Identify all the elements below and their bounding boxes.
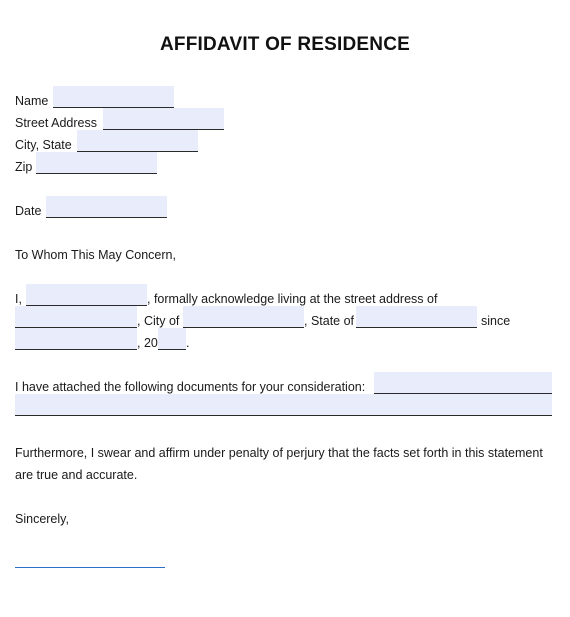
date-field[interactable]	[46, 196, 167, 218]
street-address-field[interactable]	[103, 108, 224, 130]
body-city-of: , City of	[137, 314, 180, 328]
affiant-name-field[interactable]	[26, 284, 147, 306]
city-state-field[interactable]	[77, 130, 198, 152]
body-since: since	[481, 314, 511, 328]
attached-documents-text: I have attached the following documents for your consideration:	[15, 380, 366, 394]
body-period: .	[186, 336, 190, 350]
furthermore-line1: Furthermore, I swear and affirm under penalty of perjury that the facts set forth in this statement	[15, 446, 543, 460]
name-field[interactable]	[53, 86, 174, 108]
street-address-body-field[interactable]	[15, 306, 137, 328]
date-label: Date	[15, 204, 42, 218]
body-i: I,	[15, 292, 22, 306]
furthermore-line2: are true and accurate.	[15, 468, 138, 482]
document-title: AFFIDAVIT OF RESIDENCE	[160, 34, 410, 55]
body-acknowledge: , formally acknowledge living at the street address of	[147, 292, 438, 306]
salutation: To Whom This May Concern,	[15, 248, 176, 262]
signature-line[interactable]	[15, 567, 165, 568]
zip-field[interactable]	[36, 152, 157, 174]
documents-field-line1[interactable]	[374, 372, 552, 394]
city-state-label: City, State	[15, 138, 72, 152]
city-field[interactable]	[183, 306, 304, 328]
since-date-field[interactable]	[15, 328, 137, 350]
closing-sincerely: Sincerely,	[15, 512, 69, 526]
body-state-of: , State of	[304, 314, 355, 328]
zip-label: Zip	[15, 160, 33, 174]
body-twenty: , 20	[137, 336, 158, 350]
name-label: Name	[15, 94, 49, 108]
street-address-label: Street Address	[15, 116, 97, 130]
state-field[interactable]	[356, 306, 477, 328]
year-field[interactable]	[158, 328, 186, 350]
documents-field-line2[interactable]	[15, 394, 552, 416]
